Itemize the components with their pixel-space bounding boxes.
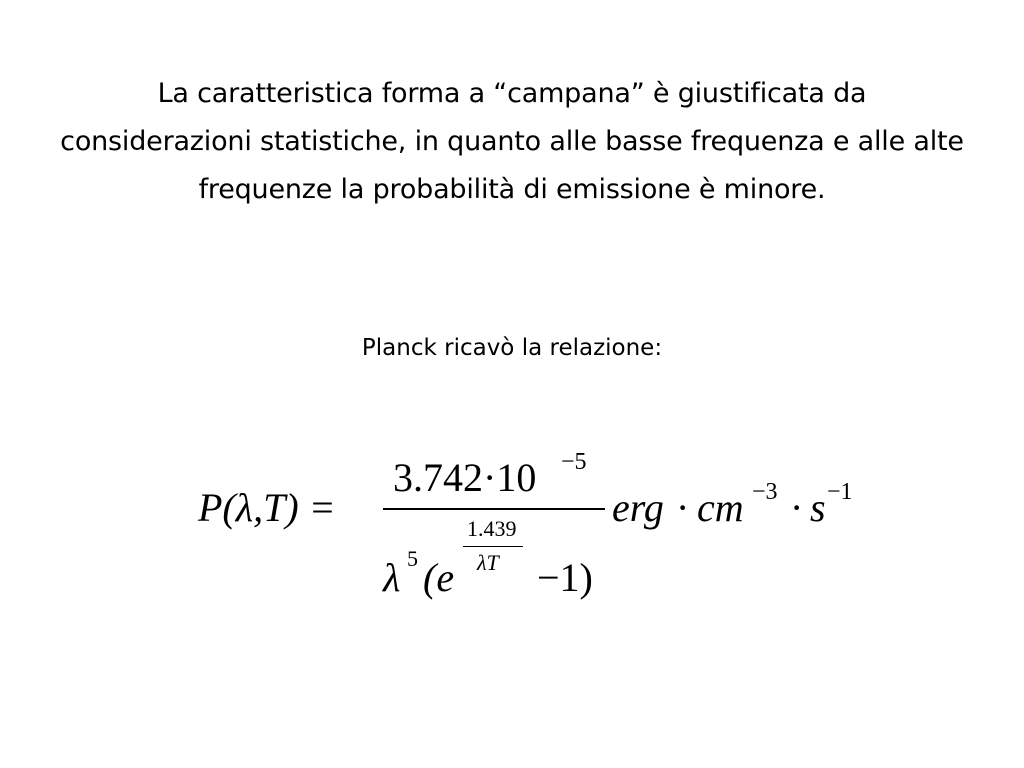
exponent-denominator: λT	[477, 550, 499, 575]
exponent-numerator: 1.439	[467, 516, 517, 541]
exponent-fraction-bar	[463, 546, 523, 547]
formula-intro: Planck ricavò la relazione:	[361, 335, 663, 361]
numerator-coefficient: 3.742·10	[393, 455, 537, 500]
units-cm-exponent: −3	[752, 479, 778, 505]
denominator-close: −1)	[537, 555, 593, 600]
units-dot-2: ·	[790, 485, 804, 530]
body-paragraph: La caratteristica forma a “campana” è giustificata da considerazioni statistiche, in quanto alle basse frequenza e alle alte frequenze la probabilità di emissione è minore.	[60, 78, 964, 205]
denominator-lambda: λ	[383, 555, 401, 600]
units-erg: erg	[612, 485, 664, 530]
units-s-exponent: −1	[827, 479, 853, 505]
units-dot-1: ·	[676, 485, 690, 530]
units-cm: cm	[697, 485, 744, 530]
denominator-open: (e	[423, 555, 455, 600]
fraction-bar	[383, 508, 605, 510]
numerator-exponent: −5	[561, 449, 587, 475]
denominator-lambda-exponent: 5	[407, 546, 418, 571]
units-s: s	[810, 485, 826, 530]
formula-lhs: P(λ,T) =	[198, 485, 336, 530]
